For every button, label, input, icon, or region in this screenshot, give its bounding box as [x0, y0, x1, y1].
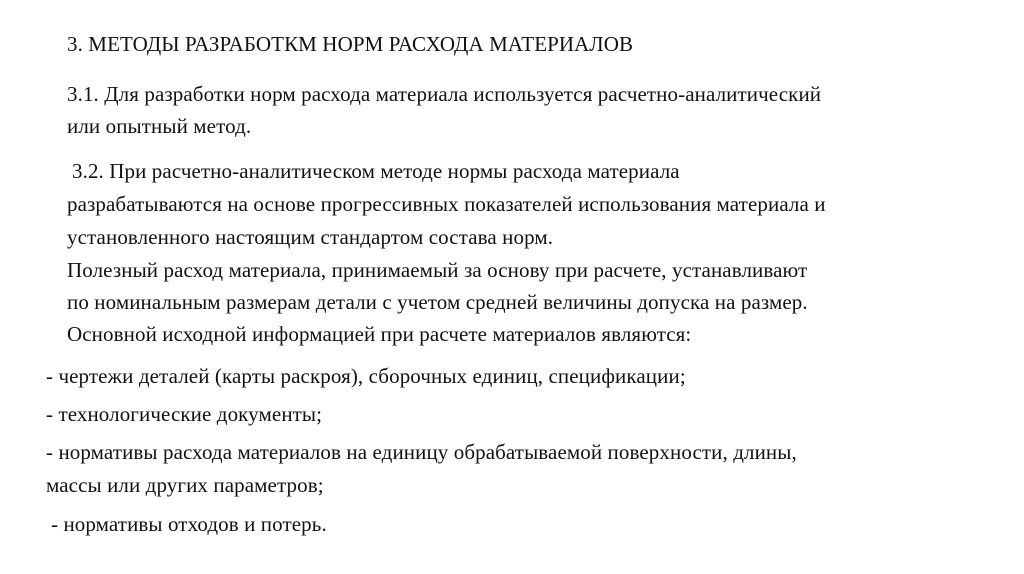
- bullet-drawings: - чертежи деталей (карты раскроя), сборочных единиц, спецификации;: [46, 364, 686, 388]
- paragraph-useful-consumption-line-2: по номинальным размерам детали с учетом средней величины допуска на размер.: [67, 290, 808, 314]
- paragraph-useful-consumption-line-1: Полезный расход материала, принимаемый за основу при расчете, устанавливают: [67, 258, 808, 282]
- paragraph-3-1-line-2: или опытный метод.: [67, 114, 252, 138]
- bullet-consumption-norms-line-1: - нормативы расхода материалов на единицу обрабатываемой поверхности, длины,: [46, 440, 797, 464]
- paragraph-3-2-line-3: установленного настоящим стандартом состава норм.: [67, 225, 554, 249]
- paragraph-3-1-line-1: 3.1. Для разработки норм расхода материала используется расчетно-аналитический: [67, 82, 822, 106]
- bullet-waste-norms: - нормативы отходов и потерь.: [51, 512, 327, 536]
- slide-title: 3. МЕТОДЫ РАЗРАБОТКМ НОРМ РАСХОДА МАТЕРИАЛОВ: [67, 32, 634, 56]
- bullet-consumption-norms-line-2: массы или других параметров;: [46, 473, 324, 497]
- paragraph-3-2-line-2: разрабатываются на основе прогрессивных показателей использования материала и: [67, 192, 826, 216]
- bullet-tech-documents: - технологические документы;: [46, 402, 323, 426]
- paragraph-source-info: Основной исходной информацией при расчете материалов являются:: [67, 322, 692, 346]
- paragraph-3-2-line-1: 3.2. При расчетно-аналитическом методе нормы расхода материала: [72, 159, 680, 183]
